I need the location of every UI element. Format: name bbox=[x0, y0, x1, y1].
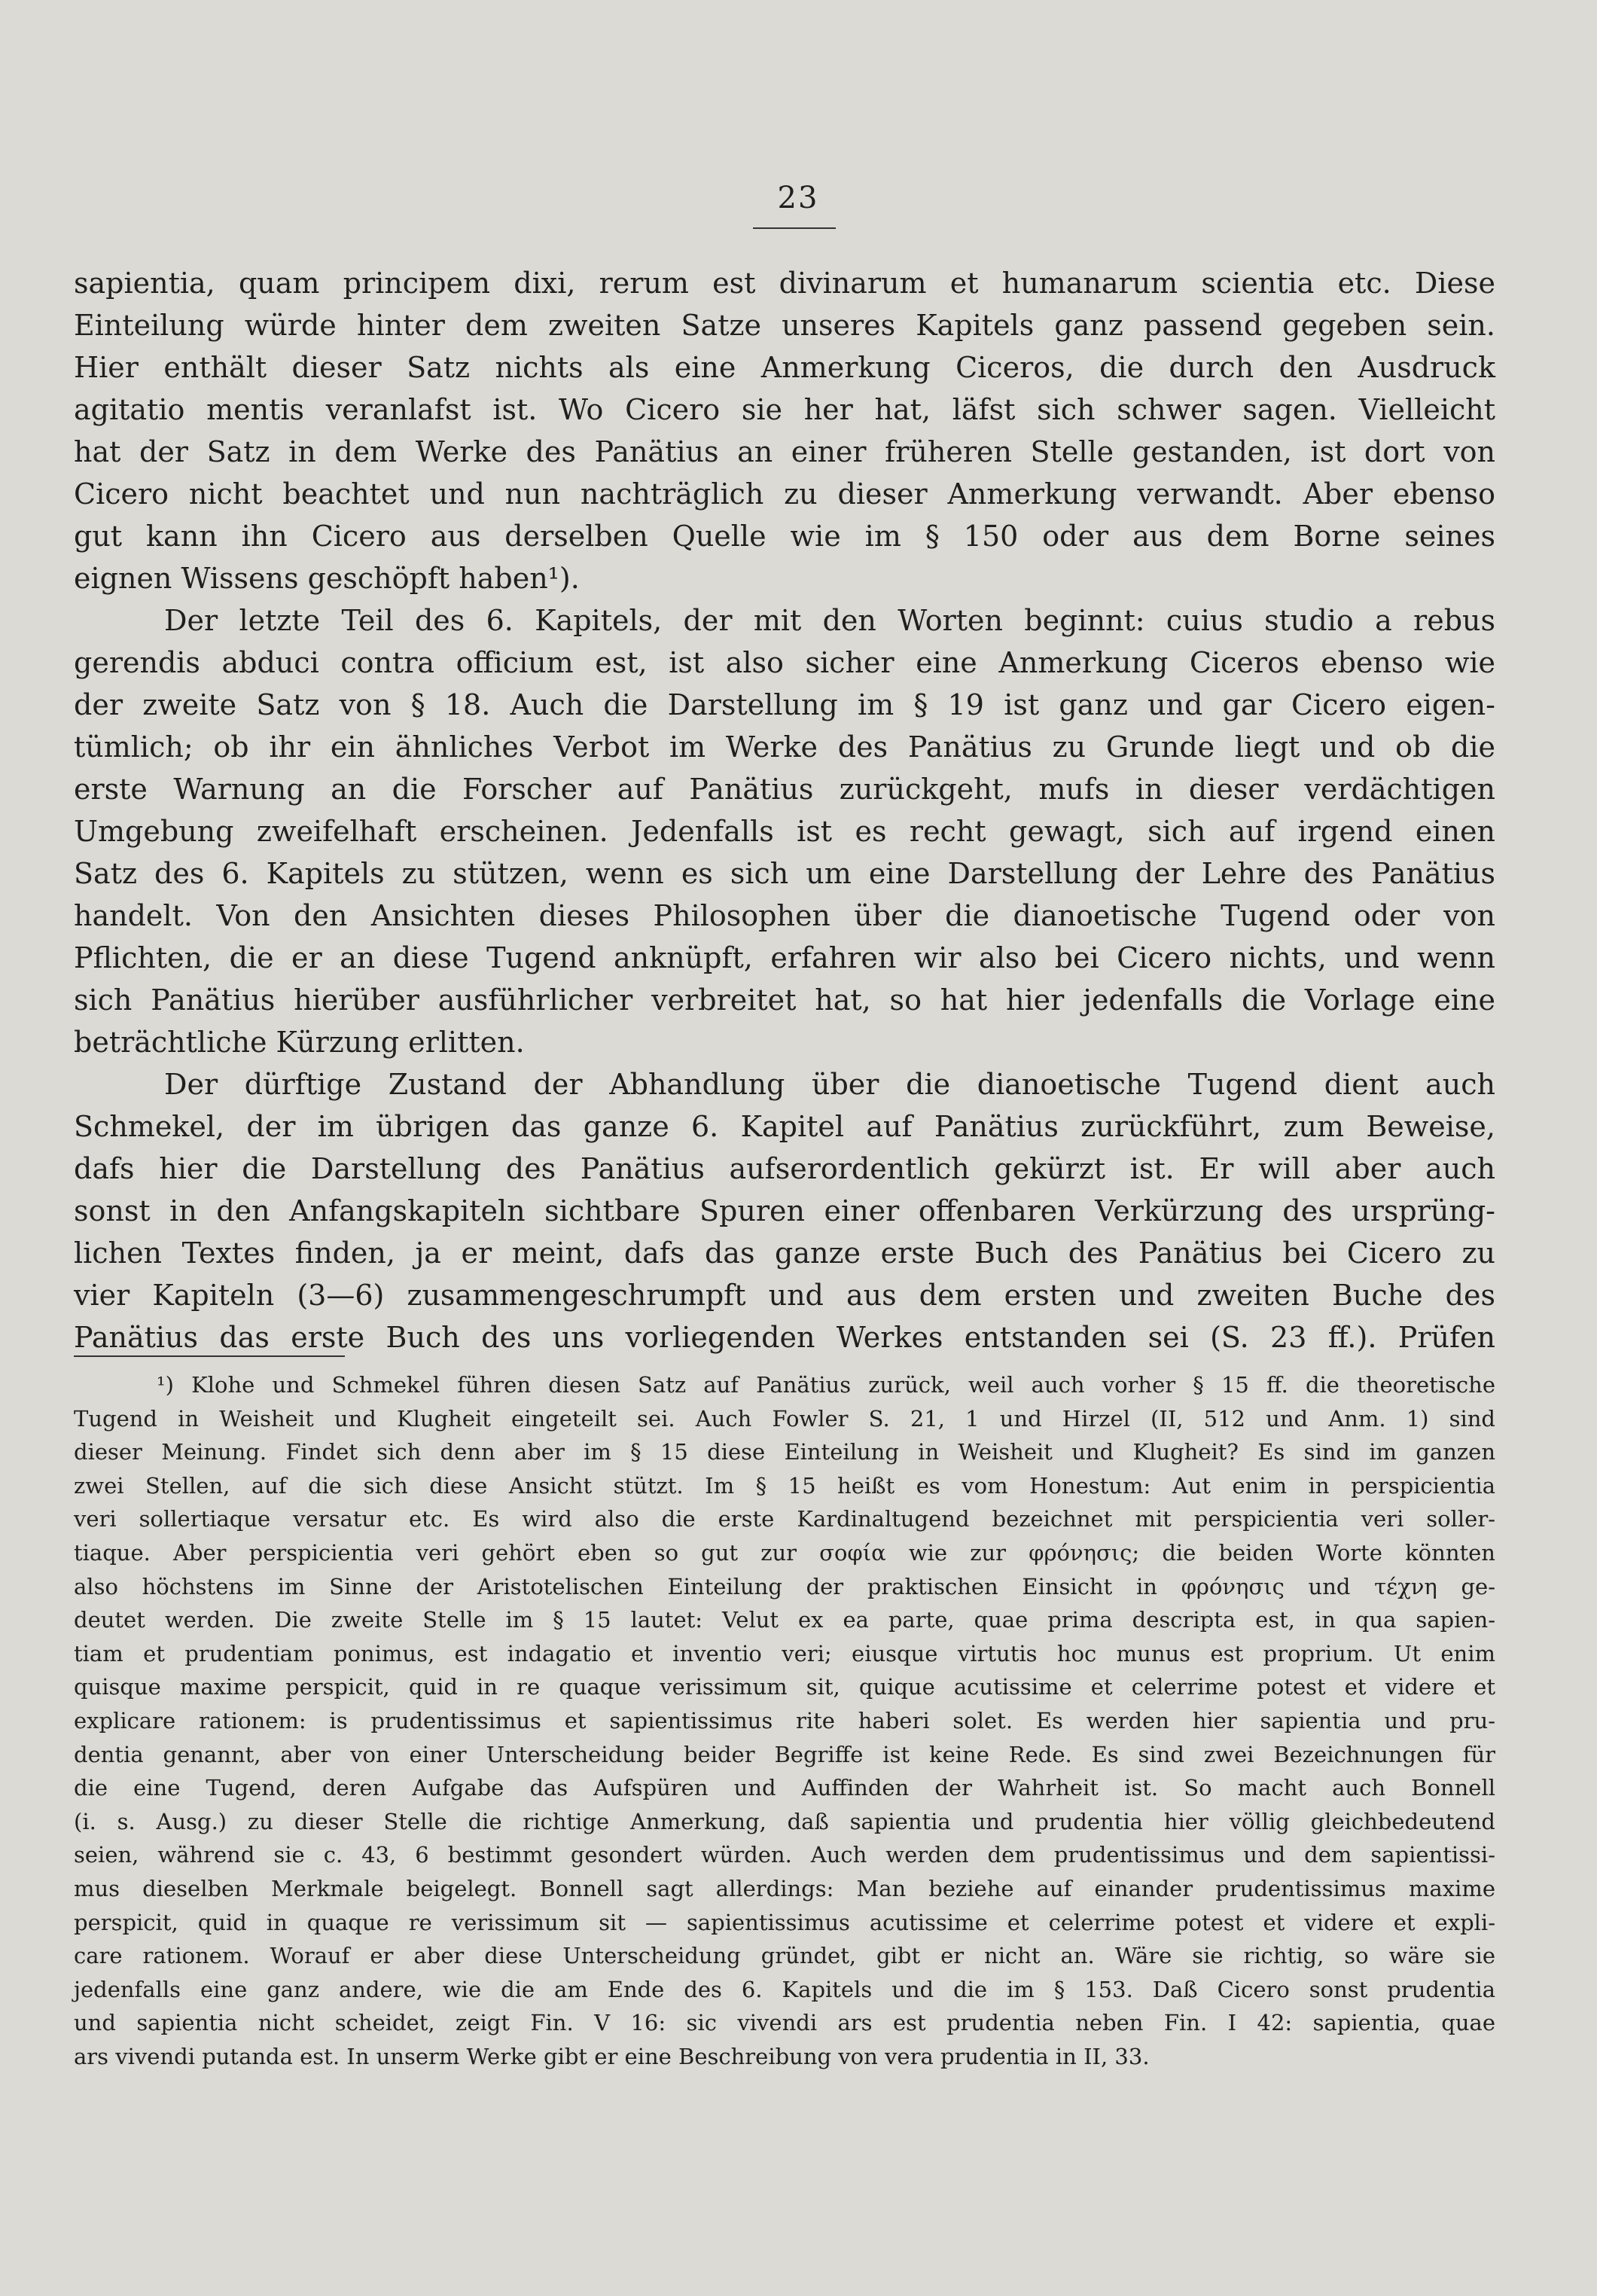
footnote-line: deutet werden. Die zweite Stelle im § 15 lautet: Velut ex ea parte, quae prima descripta est, in qua sapien- bbox=[74, 1607, 1495, 1633]
footnote-line: die eine Tugend, deren Aufgabe das Aufspüren und Auffinden der Wahrheit ist. So macht auch Bonnell bbox=[74, 1775, 1495, 1801]
footnote-rule bbox=[74, 1355, 345, 1357]
text-line: Pflichten, die er an diese Tugend anknüpft, erfahren wir also bei Cicero nichts, und wenn bbox=[74, 941, 1495, 974]
page-number-rule bbox=[753, 227, 836, 229]
text-line: Umgebung zweifelhaft erscheinen. Jedenfalls ist es recht gewagt, sich auf irgend einen bbox=[74, 815, 1495, 848]
text-line: sich Panätius hierüber ausführlicher verbreitet hat, so hat hier jedenfalls die Vorlage eine bbox=[74, 983, 1495, 1017]
text-line: handelt. Von den Ansichten dieses Philosophen über die dianoetische Tugend oder von bbox=[74, 899, 1495, 932]
footnote-line: (i. s. Ausg.) zu dieser Stelle die richtige Anmerkung, daß sapientia und prudentia hier völlig gleichbedeutend bbox=[74, 1808, 1495, 1834]
text-line: erste Warnung an die Forscher auf Panätius zurückgeht, mufs in dieser verdächtigen bbox=[74, 773, 1495, 806]
text-line: Der dürftige Zustand der Abhandlung über die dianoetische Tugend dient auch bbox=[164, 1068, 1495, 1101]
footnote-line: veri sollertiaque versatur etc. Es wird also die erste Kardinaltugend bezeichnet mit perspicientia veri soller- bbox=[74, 1506, 1495, 1532]
text-line: lichen Textes finden, ja er meint, dafs das ganze erste Buch des Panätius bei Cicero zu bbox=[74, 1236, 1495, 1270]
text-line: Panätius das erste Buch des uns vorliegenden Werkes entstanden sei (S. 23 ff.). Prüfen bbox=[74, 1321, 1495, 1354]
footnote-line: quisque maxime perspicit, quid in re quaque verissimum sit, quique acutissime et celerrime potest et videre et bbox=[74, 1674, 1495, 1700]
text-line: Einteilung würde hinter dem zweiten Satze unseres Kapitels ganz passend gegeben sein. bbox=[74, 309, 1495, 342]
text-line: beträchtliche Kürzung erlitten. bbox=[74, 1026, 525, 1059]
footnote-line: seien, während sie c. 43, 6 bestimmt gesondert würden. Auch werden dem prudentissimus und dem sapientissi- bbox=[74, 1842, 1495, 1868]
text-line: Der letzte Teil des 6. Kapitels, der mit den Worten beginnt: cuius studio a rebus bbox=[164, 604, 1495, 637]
footnote-line: perspicit, quid in quaque re verissimum sit — sapientissimus acutissime et celerrime potest et videre et expli- bbox=[74, 1909, 1495, 1935]
text-line: Hier enthält dieser Satz nichts als eine Anmerkung Ciceros, die durch den Ausdruck bbox=[74, 351, 1495, 384]
text-line: vier Kapiteln (3—6) zusammengeschrumpft und aus dem ersten und zweiten Buche des bbox=[74, 1279, 1495, 1312]
text-line: eignen Wissens geschöpft haben¹). bbox=[74, 562, 580, 595]
footnote-line: tiam et prudentiam ponimus, est indagatio et inventio veri; eiusque virtutis hoc munus est proprium. Ut enim bbox=[74, 1640, 1495, 1666]
footnotes bbox=[74, 1368, 1495, 2073]
footnote-line: ars vivendi putanda est. In unserm Werke gibt er eine Beschreibung von vera prudentia in II, 33. bbox=[74, 2043, 1150, 2069]
footnote-line: zwei Stellen, auf die sich diese Ansicht stützt. Im § 15 heißt es vom Honestum: Aut enim in perspicientia bbox=[74, 1472, 1495, 1499]
footnote-line: ¹) Klohe und Schmekel führen diesen Satz auf Panätius zurück, weil auch vorher § 15 ff. die theoretische bbox=[157, 1372, 1495, 1398]
text-line: Schmekel, der im übrigen das ganze 6. Kapitel auf Panätius zurückführt, zum Beweise, bbox=[74, 1110, 1495, 1143]
text-line: hat der Satz in dem Werke des Panätius an einer früheren Stelle gestanden, ist dort von bbox=[74, 435, 1495, 468]
footnote-line: Tugend in Weisheit und Klugheit eingeteilt sei. Auch Fowler S. 21, 1 und Hirzel (II, 512 und Anm. 1) sind bbox=[74, 1405, 1495, 1432]
text-line: der zweite Satz von § 18. Auch die Darstellung im § 19 ist ganz und gar Cicero eigen- bbox=[74, 688, 1495, 721]
text-line: agitatio mentis veranlafst ist. Wo Cicero sie her hat, läfst sich schwer sagen. Vielleicht bbox=[74, 393, 1495, 426]
body-text bbox=[74, 262, 1495, 1358]
text-line: dafs hier die Darstellung des Panätius aufserordentlich gekürzt ist. Er will aber auch bbox=[74, 1152, 1495, 1185]
text-line: sonst in den Anfangskapiteln sichtbare Spuren einer offenbaren Verkürzung des ursprüng- bbox=[74, 1194, 1495, 1227]
page-number: 23 bbox=[777, 181, 819, 215]
text-line: gerendis abduci contra officium est, ist also sicher eine Anmerkung Ciceros ebenso wie bbox=[74, 646, 1495, 679]
footnote-line: explicare rationem: is prudentissimus et sapientissimus rite haberi solet. Es werden hier sapientia und pru- bbox=[74, 1707, 1495, 1733]
footnote-line: und sapientia nicht scheidet, zeigt Fin. V 16: sic vivendi ars est prudentia neben Fin. I 42: sapientia, quae bbox=[74, 2010, 1495, 2036]
text-line: tümlich; ob ihr ein ähnliches Verbot im Werke des Panätius zu Grunde liegt und ob die bbox=[74, 730, 1495, 764]
footnote-line: jedenfalls eine ganz andere, wie die am Ende des 6. Kapitels und die im § 153. Daß Cicero sonst prudentia bbox=[74, 1976, 1495, 2002]
footnote-line: care rationem. Worauf er aber diese Unterscheidung gründet, gibt er nicht an. Wäre sie richtig, so wäre sie bbox=[74, 1943, 1495, 1969]
footnote-line: dieser Meinung. Findet sich denn aber im § 15 diese Einteilung in Weisheit und Klugheit? Es sind im ganzen bbox=[74, 1439, 1495, 1465]
text-line: sapientia, quam principem dixi, rerum est divinarum et humanarum scientia etc. Diese bbox=[74, 267, 1495, 300]
footnote-line: dentia genannt, aber von einer Unterscheidung beider Begriffe ist keine Rede. Es sind zwei Bezeichnungen für bbox=[74, 1741, 1495, 1767]
text-line: Cicero nicht beachtet und nun nachträglich zu dieser Anmerkung verwandt. Aber ebenso bbox=[74, 477, 1495, 511]
footnote-line: also höchstens im Sinne der Aristotelischen Einteilung der praktischen Einsicht in φρόνησις und τέχνη ge- bbox=[74, 1573, 1495, 1599]
footnote-line: tiaque. Aber perspicientia veri gehört eben so gut zur σοφία wie zur φρόνησις; die beiden Worte könnten bbox=[74, 1539, 1495, 1566]
footnote-line: mus dieselben Merkmale beigelegt. Bonnell sagt allerdings: Man beziehe auf einander prudentissimus maxime bbox=[74, 1875, 1495, 1901]
text-line: Satz des 6. Kapitels zu stützen, wenn es sich um eine Darstellung der Lehre des Panätius bbox=[74, 857, 1495, 890]
text-line: gut kann ihn Cicero aus derselben Quelle wie im § 150 oder aus dem Borne seines bbox=[74, 520, 1495, 553]
